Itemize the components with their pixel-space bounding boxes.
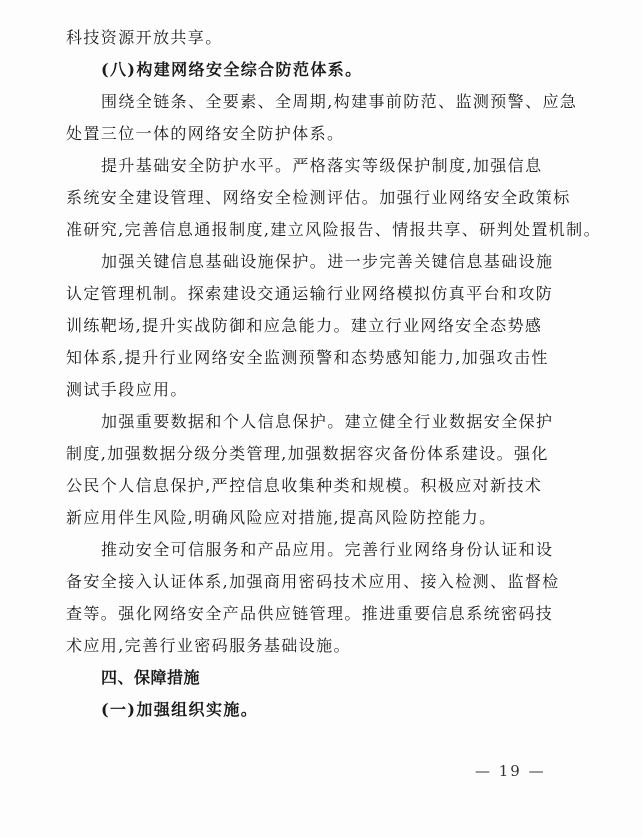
paragraph-line: 认定管理机制。探索建设交通运输行业网络模拟仿真平台和攻防 xyxy=(66,284,554,303)
document-body xyxy=(66,22,601,726)
paragraph-line: 新应用伴生风险,明确风险应对措施,提高风险防控能力。 xyxy=(66,508,497,527)
paragraph-line: 查等。强化网络安全产品供应链管理。推进重要信息系统密码技 xyxy=(66,604,554,623)
section-heading: (八)构建网络安全综合防范体系。 xyxy=(101,60,363,79)
paragraph-line: 公民个人信息保护,严控信息收集种类和规模。积极应对新技术 xyxy=(66,476,543,495)
section-heading: (一)加强组织实施。 xyxy=(101,700,259,719)
chapter-heading: 四、保障措施 xyxy=(101,668,201,687)
paragraph-line: 提升基础安全防护水平。严格落实等级保护制度,加强信息 xyxy=(101,156,543,175)
paragraph-line: 准研究,完善信息通报制度,建立风险报告、情报共享、研判处置机制。 xyxy=(66,220,601,239)
paragraph-line: 加强关键信息基础设施保护。进一步完善关键信息基础设施 xyxy=(101,252,554,271)
page-number: — 19 — xyxy=(475,762,546,780)
paragraph-line: 备安全接入认证体系,加强商用密码技术应用、接入检测、监督检 xyxy=(66,572,560,591)
paragraph-line: 围绕全链条、全要素、全周期,构建事前防范、监测预警、应急 xyxy=(101,92,578,111)
paragraph-line: 知体系,提升行业网络安全监测预警和态势感知能力,加强攻击性 xyxy=(66,348,549,367)
paragraph-line: 制度,加强数据分级分类管理,加强数据容灾备份体系建设。强化 xyxy=(66,444,549,463)
text-line: 科技资源开放共享。 xyxy=(66,28,223,47)
paragraph-line: 加强重要数据和个人信息保护。建立健全行业数据安全保护 xyxy=(101,412,554,431)
paragraph-line: 训练靶场,提升实战防御和应急能力。建立行业网络安全态势感 xyxy=(66,316,543,335)
paragraph-line: 术应用,完善行业密码服务基础设施。 xyxy=(66,636,351,655)
paragraph-line: 测试手段应用。 xyxy=(66,380,188,399)
paragraph-line: 系统安全建设管理、网络安全检测评估。加强行业网络安全政策标 xyxy=(66,188,571,207)
paragraph-line: 推动安全可信服务和产品应用。完善行业网络身份认证和设 xyxy=(101,540,554,559)
paragraph-line: 处置三位一体的网络安全防护体系。 xyxy=(66,124,345,143)
